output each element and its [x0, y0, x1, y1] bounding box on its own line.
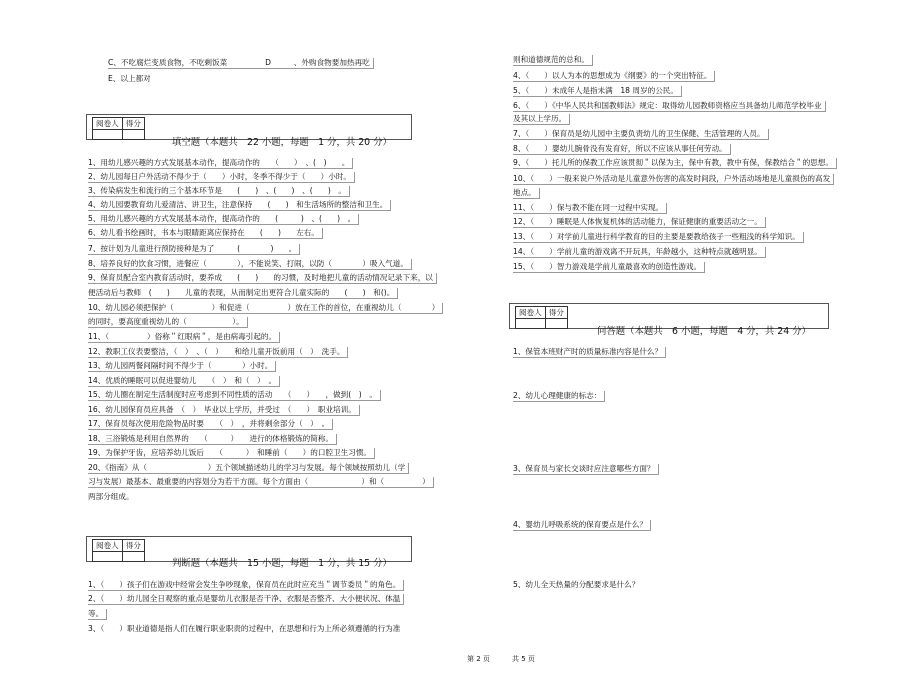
judge-item: 13、（ ）对学前儿童进行科学教育的目的主要是要教给孩子一些粗浅的科学知识。: [513, 232, 804, 243]
fill-item: 8、培养良好的饮食习惯，进餐应（ ），不能说笑、打闹，以防（ ）吸入气道。: [88, 259, 412, 270]
judge-item: 7、（ ）保育员是幼儿园中主要负责幼儿的卫生保健、生活管理的人员。: [513, 129, 769, 140]
judge-item: 6、（ ）《中华人民共和国教师法》规定：取得幼儿园教师资格应当具备幼儿师范学校毕业: [513, 101, 826, 112]
fill-item: 11、（ ）俗称＂红眼病＂，是由病毒引起的。: [88, 332, 280, 343]
fill-item: 17、保育员每次使用危险物品时要 （ ） ，并将剩余部分（ ） 。: [88, 419, 333, 430]
fill-item: 18、三浴锻炼是利用自然界的 （ ） 进行的体格锻炼的简称。: [88, 434, 337, 445]
qa-item: 5、幼儿全天热量的分配要求是什么？: [513, 580, 640, 589]
qa-item: 4、婴幼儿呼吸系统的保育要点是什么？: [513, 520, 651, 531]
fill-item: 16、幼儿园保育员应具备 （ ） 毕业以上学历，并受过 （ ） 职业培训。: [88, 405, 360, 416]
fill-item: 13、幼儿园两餐间隔时间不得少于（ ）小时。: [88, 361, 276, 372]
fill-item: 19、为保护牙齿，应培养幼儿饭后 （ ） 和睡前（ ）的口腔卫生习惯。: [88, 448, 375, 459]
qa-item: 3、保育员与家长交谈时应注意哪些方面？: [513, 464, 659, 475]
judge-item: 则和道德规范的总和。: [513, 55, 593, 66]
judge-item: 1、（ ）孩子们在游戏中经常会发生争吵现象，保育员在此时应充当＂调节委员＂的角色。: [88, 580, 404, 591]
fill-item: 的同时，要高度重视幼儿的（ ）。: [88, 317, 248, 328]
judge-item: 2、（ ）幼儿园全日观察的重点是婴幼儿衣服是否干净、衣服是否整齐、大小便状况、体温: [88, 594, 404, 605]
page-number: 第 2 页: [467, 655, 490, 663]
fill-item: 4、幼儿园要教育幼儿爱清洁、讲卫生，注意保持 ( ) 和生活场所的整洁和卫生。: [88, 200, 391, 211]
fill-item: 便活动后与教师 ( ) 儿童的表现，从而制定出更符合儿童实际的 ( ) 和()。: [88, 288, 398, 299]
fill-item: 9、保育员配合室内教育活动时，要养成 ( ) 的习惯，及时地把儿童的活动情况记录下来，以: [88, 273, 437, 284]
grader-label: 阅卷人: [516, 307, 546, 319]
qa-item: 1、保管本班财产时的质量标准内容是什么？: [513, 347, 666, 358]
option-e: E、以上都对: [108, 74, 151, 83]
judge-section-title: 判断题（本题共 15 小题，每题 1 分，共 15 分）: [172, 558, 392, 569]
fill-item: 12、教职工仪表要整洁，（ ） 、（ ） 和给儿童开饭前用（ ） 洗手。: [88, 347, 348, 358]
fill-item: 7、按计划为儿童进行预防接种是为了 ( ) 。: [88, 244, 300, 255]
judge-item: 地点。: [513, 188, 540, 199]
judge-item: 等。: [88, 609, 107, 620]
judge-item: 11、（ ）保与教不能在同一过程中实现。: [513, 203, 667, 214]
grader-label: 阅卷人: [93, 540, 123, 552]
judge-item: 10、（ ）一般来说户外活动是儿童意外伤害的高发时间段，户外活动场地是儿童损伤的高发: [513, 174, 834, 185]
judge-item: 12、（ ）睡眠是人体恢复机体的活动能力，保证健康的重要活动之一。: [513, 217, 766, 228]
fill-item: 3、传染病发生和流行的三个基本环节是 ( ) 、( ) 、( ) 。: [88, 186, 350, 197]
qa-item: 2、幼儿心理健康的标志：: [513, 391, 605, 402]
fill-item: 习与发展）最基本、最重要的内容划分为若干方面。每个方面由（ ）和（ ）: [88, 477, 434, 488]
qa-score-table: [515, 306, 568, 329]
page-total: 共 5 页: [512, 655, 535, 663]
judge-item: 及其以上学历。: [513, 114, 570, 125]
judge-item: 8、（ ）婴幼儿腕骨没有发育好，所以不应该从事任何劳动。: [513, 144, 731, 155]
grader-label: 阅卷人: [93, 118, 123, 130]
fill-item: 2、幼儿园每日户外活动不得少于（ ）小时，冬季不得少于（ ）小时。: [88, 172, 355, 183]
option-c: C、不吃腐烂变质食物，不吃剩饭菜 D 、外购食物要加热再吃: [108, 58, 374, 69]
judge-score-table: [92, 539, 145, 562]
fill-section-title: 填空题（本题共 22 小题，每题 1 分，共 20 分）: [172, 137, 392, 148]
fill-item: 10、幼儿园必须把保护（ ）和促进（ ）放在工作的首位，在重视幼儿（ ）: [88, 303, 443, 314]
qa-section-title: 问答题（本题共 6 小题，每题 4 分，共 24 分）: [597, 326, 811, 337]
judge-item: 14、（ ）学前儿童的游戏离不开玩具，年龄越小，这种特点就越明显。: [513, 247, 766, 258]
fill-item: 5、用幼儿感兴趣的方式发展基本动作，提高动作的 ( ) 、( ) 。: [88, 214, 359, 225]
judge-item: 5、（ ）未成年人是指未满 18 周岁的公民。: [513, 86, 682, 97]
fill-item: 14、优质的睡眠可以促进婴幼儿 （ ） 和（ ） 。: [88, 376, 280, 387]
judge-item: 3、（ ）职业道德是指人们在履行职业职责的过程中，在思想和行为上所必须遵循的行为准: [88, 624, 401, 633]
fill-item: 6、幼儿看书绘画时，书本与眼睛距离应保持在 ( ) 左右。: [88, 228, 323, 239]
fill-item: 20、《指南》从（ ）五个领域描述幼儿的学习与发展。每个领域按照幼儿（学: [88, 463, 409, 474]
fill-item: 1、用幼儿感兴趣的方式发展基本动作，提高动作的 （ ） 、( ) 。: [88, 158, 353, 169]
fill-item: 两部分组成。: [88, 492, 134, 501]
score-label: 得分: [122, 540, 144, 552]
fill-score-table: [92, 117, 145, 140]
judge-item: 15、（ ）智力游戏是学前儿童最喜欢的创造性游戏。: [513, 262, 705, 273]
fill-item: 15、幼儿圈在制定生活制度时应考虑到不同性质的活动 （ ） ，做到( ) 。: [88, 390, 381, 401]
judge-item: 4、（ ）以人为本的思想成为《纲要》的一个突出特征。: [513, 71, 715, 82]
score-label: 得分: [545, 307, 567, 319]
judge-item: 9、（ ）托儿所的保教工作应该贯彻＂以保为主，保中有教，教中有保，保教结合＂的思想。: [513, 158, 837, 169]
score-label: 得分: [122, 118, 144, 130]
